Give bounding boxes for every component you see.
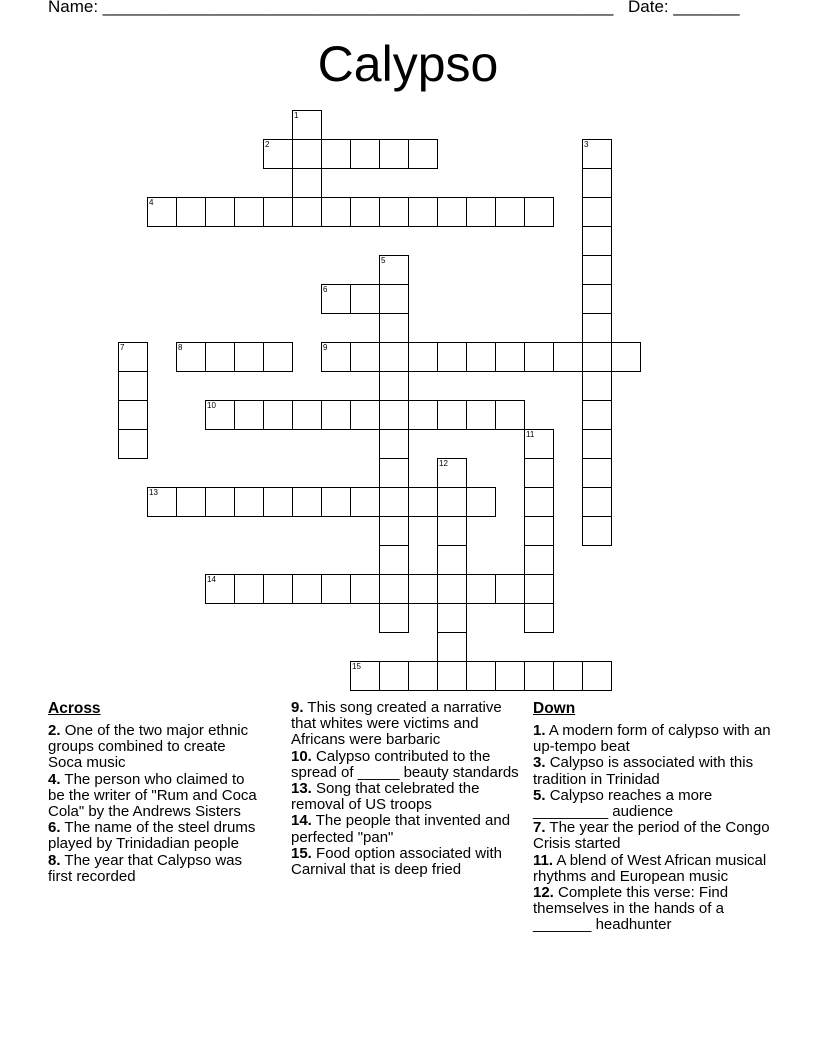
crossword-cell[interactable]	[495, 574, 525, 604]
crossword-cell[interactable]	[321, 139, 351, 169]
crossword-cell[interactable]	[466, 400, 496, 430]
crossword-cell[interactable]	[321, 574, 351, 604]
crossword-cell[interactable]	[118, 400, 148, 430]
crossword-cell[interactable]	[524, 458, 554, 488]
crossword-cell[interactable]	[437, 574, 467, 604]
crossword-cell[interactable]	[379, 284, 409, 314]
clue-number: 1.	[533, 722, 546, 739]
crossword-cell[interactable]	[379, 516, 409, 546]
cell-number: 12	[439, 459, 448, 468]
crossword-cell[interactable]	[379, 313, 409, 343]
crossword-cell[interactable]	[350, 197, 380, 227]
clue-number: 2.	[48, 722, 61, 739]
cell-number: 13	[149, 488, 158, 497]
crossword-cell[interactable]	[408, 400, 438, 430]
crossword-cell[interactable]	[524, 487, 554, 517]
crossword-cell[interactable]	[466, 342, 496, 372]
cell-number: 4	[149, 198, 154, 207]
clue-text: Complete this verse: Find themselves in the hands of a _______ headhunter	[533, 884, 729, 934]
clue-text: The year the period of the Congo Crisis started	[533, 819, 770, 853]
clue-text: The people that invented and perfected "pan"	[291, 812, 511, 846]
clue-text: One of the two major ethnic groups combined to create Soca music	[48, 722, 249, 772]
down-clues-column	[533, 700, 773, 934]
crossword-cell[interactable]	[321, 342, 351, 372]
crossword-cell[interactable]	[582, 255, 612, 285]
clue-number: 4.	[48, 770, 61, 788]
clue-text: The year that Calypso was first recorded	[48, 851, 243, 885]
crossword-cell[interactable]	[176, 342, 206, 372]
crossword-cell[interactable]	[350, 661, 380, 691]
crossword-cell[interactable]	[582, 661, 612, 691]
crossword-cell[interactable]	[321, 400, 351, 430]
crossword-cell[interactable]	[611, 342, 641, 372]
crossword-cell[interactable]	[553, 342, 583, 372]
crossword-cell[interactable]	[408, 574, 438, 604]
crossword-cell[interactable]	[437, 342, 467, 372]
crossword-cell[interactable]	[524, 661, 554, 691]
crossword-cell[interactable]	[234, 197, 264, 227]
clue-text: Calypso reaches a more _________ audience	[533, 786, 713, 821]
clue-number: 15.	[291, 844, 312, 862]
cell-number: 5	[381, 256, 386, 265]
crossword-cell[interactable]	[437, 458, 467, 488]
crossword-cell[interactable]	[263, 487, 293, 517]
clue-across-13	[291, 781, 519, 813]
crossword-cell[interactable]	[553, 661, 583, 691]
cell-number: 6	[323, 285, 328, 294]
crossword-cell[interactable]	[437, 516, 467, 546]
crossword-cell[interactable]	[234, 574, 264, 604]
crossword-cell[interactable]	[466, 574, 496, 604]
crossword-cell[interactable]	[408, 661, 438, 691]
clue-number: 6.	[48, 819, 61, 837]
clue-text: Calypso contributed to the spread of _____ beauty standards	[291, 747, 519, 781]
crossword-cell[interactable]	[379, 487, 409, 517]
crossword-cell[interactable]	[118, 342, 148, 372]
across-clues-column	[48, 700, 263, 885]
crossword-cell[interactable]	[437, 400, 467, 430]
crossword-cell[interactable]	[379, 400, 409, 430]
clue-number: 13.	[291, 780, 312, 798]
crossword-cell[interactable]	[379, 574, 409, 604]
crossword-cell[interactable]	[437, 632, 467, 662]
crossword-cell[interactable]	[379, 255, 409, 285]
page-title: Calypso	[317, 36, 499, 92]
clue-across-10	[291, 749, 519, 781]
clue-across-9	[291, 700, 519, 749]
crossword-cell[interactable]	[263, 197, 293, 227]
crossword-cell[interactable]	[292, 110, 322, 140]
clue-across-4	[48, 772, 263, 821]
crossword-cell[interactable]	[495, 342, 525, 372]
crossword-cell[interactable]	[234, 487, 264, 517]
crossword-cell[interactable]	[582, 429, 612, 459]
cell-number: 2	[265, 140, 270, 149]
name-field-label: Name: ______________________________________________________	[48, 0, 614, 16]
clue-down-12	[533, 885, 773, 934]
crossword-cell[interactable]	[582, 284, 612, 314]
crossword-cell[interactable]	[292, 197, 322, 227]
crossword-cell[interactable]	[234, 400, 264, 430]
crossword-cell[interactable]	[118, 429, 148, 459]
clue-number: 9.	[291, 699, 304, 716]
crossword-cell[interactable]	[176, 487, 206, 517]
crossword-cell[interactable]	[437, 603, 467, 633]
crossword-cell[interactable]	[582, 342, 612, 372]
crossword-cell[interactable]	[234, 342, 264, 372]
crossword-cell[interactable]	[379, 139, 409, 169]
clue-text: Food option associated with Carnival that is deep fried	[291, 844, 502, 879]
cell-number: 15	[352, 662, 361, 671]
crossword-cell[interactable]	[350, 139, 380, 169]
crossword-cell[interactable]	[379, 661, 409, 691]
crossword-cell[interactable]	[379, 371, 409, 401]
crossword-cell[interactable]	[524, 545, 554, 575]
crossword-cell[interactable]	[408, 487, 438, 517]
across-heading: Across	[48, 700, 101, 717]
clue-across-8	[48, 853, 263, 885]
clue-number: 7.	[533, 819, 546, 837]
crossword-cell[interactable]	[292, 139, 322, 169]
crossword-cell[interactable]	[524, 574, 554, 604]
clue-number: 8.	[48, 851, 61, 869]
crossword-cell[interactable]	[176, 197, 206, 227]
clue-down-1	[533, 723, 773, 755]
crossword-cell[interactable]	[582, 516, 612, 546]
date-field-label: Date: _______	[628, 0, 740, 16]
crossword-cell[interactable]	[263, 139, 293, 169]
cell-number: 11	[526, 430, 535, 439]
crossword-cell[interactable]	[379, 429, 409, 459]
crossword-cell[interactable]	[205, 342, 235, 372]
crossword-cell[interactable]	[350, 574, 380, 604]
crossword-cell[interactable]	[582, 139, 612, 169]
crossword-cell[interactable]	[205, 487, 235, 517]
clue-across-15	[291, 846, 519, 878]
crossword-cell[interactable]	[379, 545, 409, 575]
crossword-cell[interactable]	[582, 458, 612, 488]
clue-down-5	[533, 788, 773, 820]
clue-across-2	[48, 723, 263, 772]
clue-text: Song that celebrated the removal of US troops	[291, 780, 480, 814]
clue-number: 10.	[291, 747, 312, 765]
crossword-cell[interactable]	[466, 487, 496, 517]
clue-text: A modern form of calypso with an up-tempo beat	[533, 722, 771, 756]
crossword-cell[interactable]	[408, 139, 438, 169]
crossword-cell[interactable]	[263, 574, 293, 604]
clue-across-6	[48, 820, 263, 852]
crossword-cell[interactable]	[292, 574, 322, 604]
crossword-cell[interactable]	[582, 487, 612, 517]
clue-across-14	[291, 813, 519, 845]
clue-text: The name of the steel drums played by Trinidadian people	[48, 819, 256, 853]
crossword-cell[interactable]	[524, 603, 554, 633]
crossword-cell[interactable]	[524, 516, 554, 546]
cell-number: 14	[207, 575, 216, 584]
clue-down-7	[533, 820, 773, 852]
crossword-cell[interactable]	[350, 487, 380, 517]
crossword-cell[interactable]	[408, 197, 438, 227]
crossword-cell[interactable]	[466, 661, 496, 691]
cell-number: 1	[294, 111, 299, 120]
crossword-cell[interactable]	[524, 197, 554, 227]
crossword-cell[interactable]	[379, 197, 409, 227]
crossword-cell[interactable]	[292, 168, 322, 198]
clue-number: 5.	[533, 786, 546, 804]
crossword-cell[interactable]	[524, 429, 554, 459]
crossword-cell[interactable]	[147, 487, 177, 517]
clue-text: This song created a narrative that whites were victims and Africans were barbaric	[291, 699, 502, 749]
clue-text: A blend of West African musical rhythms and European music	[533, 851, 767, 885]
cell-number: 3	[584, 140, 589, 149]
crossword-cell[interactable]	[118, 371, 148, 401]
crossword-cell[interactable]	[205, 197, 235, 227]
clue-text: Calypso is associated with this tradition in Trinidad	[533, 754, 754, 788]
across-clues-column-continued	[291, 700, 519, 878]
crossword-cell[interactable]	[582, 197, 612, 227]
crossword-cell[interactable]	[263, 400, 293, 430]
cell-number: 8	[178, 343, 183, 352]
clue-down-11	[533, 853, 773, 885]
crossword-cell[interactable]	[147, 197, 177, 227]
clue-text: The person who claimed to be the writer of "Rum and Coca Cola" by the Andrews Sisters	[48, 770, 257, 821]
clue-number: 12.	[533, 884, 554, 902]
crossword-cell[interactable]	[495, 400, 525, 430]
crossword-cell[interactable]	[437, 197, 467, 227]
crossword-cell[interactable]	[582, 371, 612, 401]
crossword-cell[interactable]	[379, 603, 409, 633]
crossword-cell[interactable]	[437, 487, 467, 517]
crossword-cell[interactable]	[321, 284, 351, 314]
crossword-cell[interactable]	[466, 197, 496, 227]
crossword-cell[interactable]	[321, 487, 351, 517]
crossword-cell[interactable]	[582, 168, 612, 198]
crossword-cell[interactable]	[437, 661, 467, 691]
crossword-cell[interactable]	[379, 458, 409, 488]
down-heading: Down	[533, 700, 576, 717]
crossword-cell[interactable]	[321, 197, 351, 227]
crossword-cell[interactable]	[292, 400, 322, 430]
crossword-cell[interactable]	[350, 284, 380, 314]
clue-down-3	[533, 755, 773, 787]
cell-number: 7	[120, 343, 125, 352]
crossword-cell[interactable]	[263, 342, 293, 372]
crossword-cell[interactable]	[379, 342, 409, 372]
crossword-cell[interactable]	[408, 342, 438, 372]
crossword-cell[interactable]	[292, 487, 322, 517]
crossword-cell[interactable]	[350, 400, 380, 430]
crossword-cell[interactable]	[495, 661, 525, 691]
crossword-cell[interactable]	[205, 574, 235, 604]
clue-number: 11.	[533, 851, 554, 869]
clue-number: 14.	[291, 812, 312, 830]
crossword-cell[interactable]	[495, 197, 525, 227]
crossword-cell[interactable]	[582, 226, 612, 256]
crossword-cell[interactable]	[350, 342, 380, 372]
crossword-cell[interactable]	[524, 342, 554, 372]
crossword-cell[interactable]	[437, 545, 467, 575]
clue-number: 3.	[533, 754, 546, 772]
crossword-cell[interactable]	[582, 400, 612, 430]
crossword-cell[interactable]	[582, 313, 612, 343]
cell-number: 10	[207, 401, 216, 410]
crossword-cell[interactable]	[205, 400, 235, 430]
cell-number: 9	[323, 343, 328, 352]
